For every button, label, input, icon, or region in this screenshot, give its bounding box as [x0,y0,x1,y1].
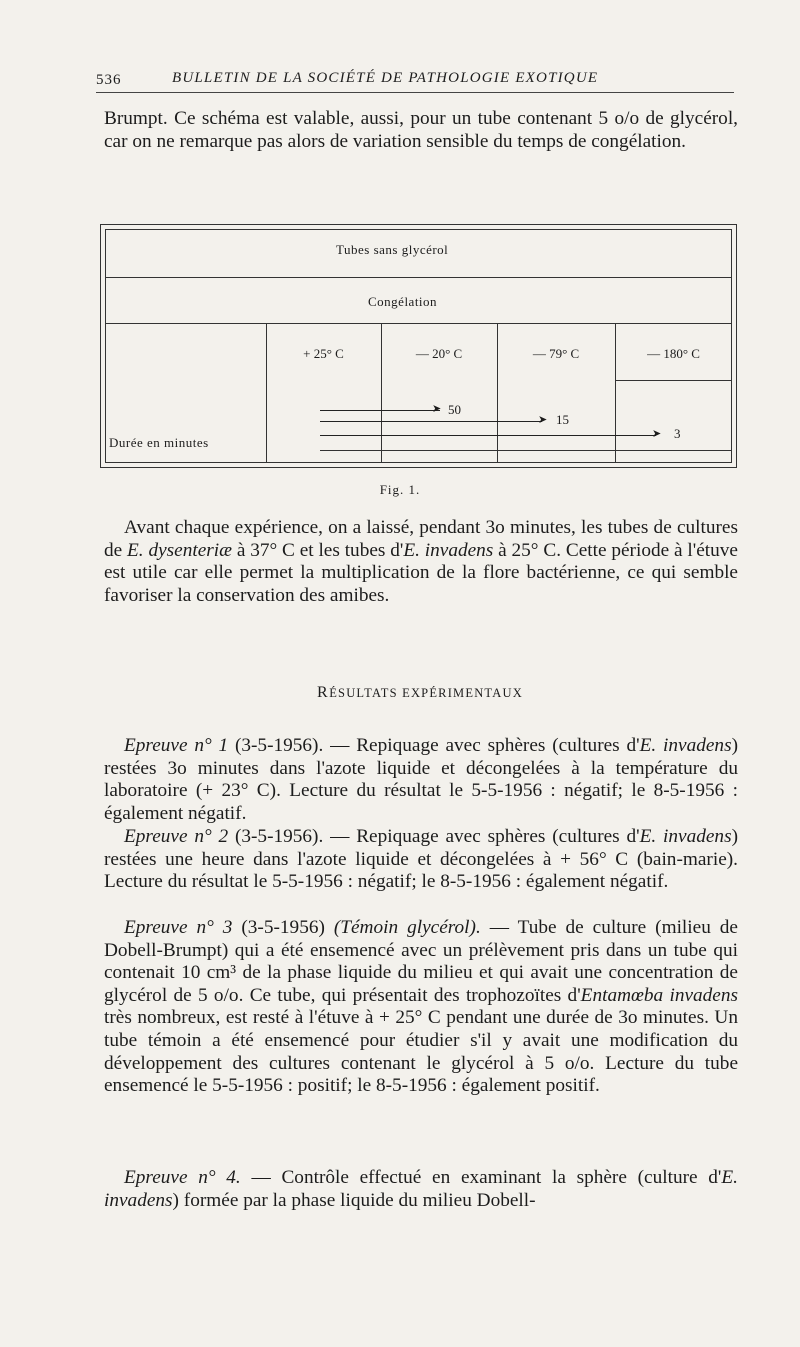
section-heading-initial: R [317,684,330,701]
running-header [96,66,734,93]
experiment-3 [104,917,738,1098]
experiment-4 [104,1167,738,1212]
table-rule [106,277,731,278]
journal-title: BULLETIN DE LA SOCIÉTÉ DE PATHOLOGIE EXOTIQUE [172,70,599,86]
species-name: E. invadens [403,539,494,561]
column-header-25: + 25° C [303,346,344,361]
column-divider [497,323,498,462]
duration-arrow-2 [320,421,542,422]
duration-value-2: 15 [556,412,569,427]
figure-title: Tubes sans glycérol [336,242,449,257]
experiment-label: Epreuve n° 2 [124,826,229,847]
text-segment: (3-5-1956) [232,917,334,938]
experiment-label: Epreuve n° 4. [124,1167,241,1188]
column-divider [266,323,267,462]
experiment-label: Epreuve n° 3 [124,917,233,938]
experiment-label: Epreuve n° 1 [124,735,229,756]
experiment-1 [104,735,738,825]
duration-arrow-1 [320,410,440,411]
text-segment: Avant chaque expérience, on a laissé, pendant 3o minutes, les tubes de cultures de [104,517,738,561]
species-name: Entamœba invadens [580,984,738,1006]
column-header-minus180: — 180° C [647,346,700,361]
text-segment: à 37° C et les tubes d' [232,539,404,561]
column-header-minus79: — 79° C [532,346,580,361]
duration-value-1: 50 [448,402,461,417]
preparation-paragraph [104,517,738,607]
text-segment: ) restées 3o minutes dans l'azote liquide et décongelées à la température du laboratoire (+ 23° C). Lecture du résultat le 5-5-1956 : négatif; le 8-5-1956 : également négatif. [104,735,738,824]
column-divider [381,323,382,462]
figure-subtitle: Congélation [368,294,438,309]
table-rule [106,323,731,324]
experiment-2 [104,826,738,894]
figure-caption: Fig. 1. [379,482,421,497]
duration-arrow-3 [320,435,656,436]
text-segment: (3-5-1956). — Repiquage avec sphères (cultures d' [228,735,640,756]
species-name: E. dysenteriæ [127,539,232,561]
text-segment: — Tube de culture (milieu de Dobell-Brumpt) qui a été ensemencé avec un prélèvement pris dans un tube qui contenait 10 cm³ de la phase liquide du milieu et qui avait une concentration de glycérol de 5 o/o. Ce tube, qui présentait des trophozoïtes d' [104,917,738,1006]
page-number: 536 [96,72,122,88]
text-segment: à 25° C. Cette période à l'étuve est utile car elle permet la multiplication de la flore bactérienne, ce qui semble favoriser la conservation des amibes. [104,539,738,606]
section-heading [0,684,800,702]
column-divider [615,323,616,462]
figure-1 [100,224,737,468]
column-header-minus20: — 20° C [415,346,463,361]
text-segment: très nombreux, est resté à l'étuve à + 25° C pendant une durée de 3o minutes. Un tube témoin a été ensemencé pour étudier s'il y avait une modification du développement des cultures contenant le glycérol à 5 o/o. Lecture du tube ensemencé le 5-5-1956 : positif; le 8-5-1956 : également positif. [104,1007,738,1097]
control-label: (Témoin glycérol). [333,917,481,938]
species-name: E. invadens [639,735,732,756]
table-rule [320,450,731,451]
text-segment: (3-5-1956). — Repiquage avec sphères (cultures d' [228,826,640,847]
text-segment: ) formée par la phase liquide du milieu Dobell- [172,1189,536,1211]
figure-table [105,229,732,463]
arrowhead-icon: ➤ [652,428,662,440]
section-heading-rest: ÉSULTATS EXPÉRIMENTAUX [329,686,523,700]
intro-paragraph: Brumpt. Ce schéma est valable, aussi, pour un tube contenant 5 o/o de glycérol, car on ne remarque pas alors de variation sensible du temps de congélation. [104,108,738,152]
row-label: Durée en minutes [109,435,209,450]
species-name: E. invadens [104,1167,738,1211]
text-segment: — Contrôle effectué en examinant la sphère (culture d' [240,1167,722,1188]
species-name: E. invadens [639,826,732,847]
arrowhead-icon: ➤ [432,403,442,415]
duration-value-3: 3 [674,426,681,441]
table-rule [615,380,731,381]
text-segment: ) restées une heure dans l'azote liquide et décongelées à + 56° C (bain-marie). Lecture du résultat le 5-5-1956 : négatif; le 8-5-1956 : également négatif. [104,826,738,893]
arrowhead-icon: ➤ [538,414,548,426]
